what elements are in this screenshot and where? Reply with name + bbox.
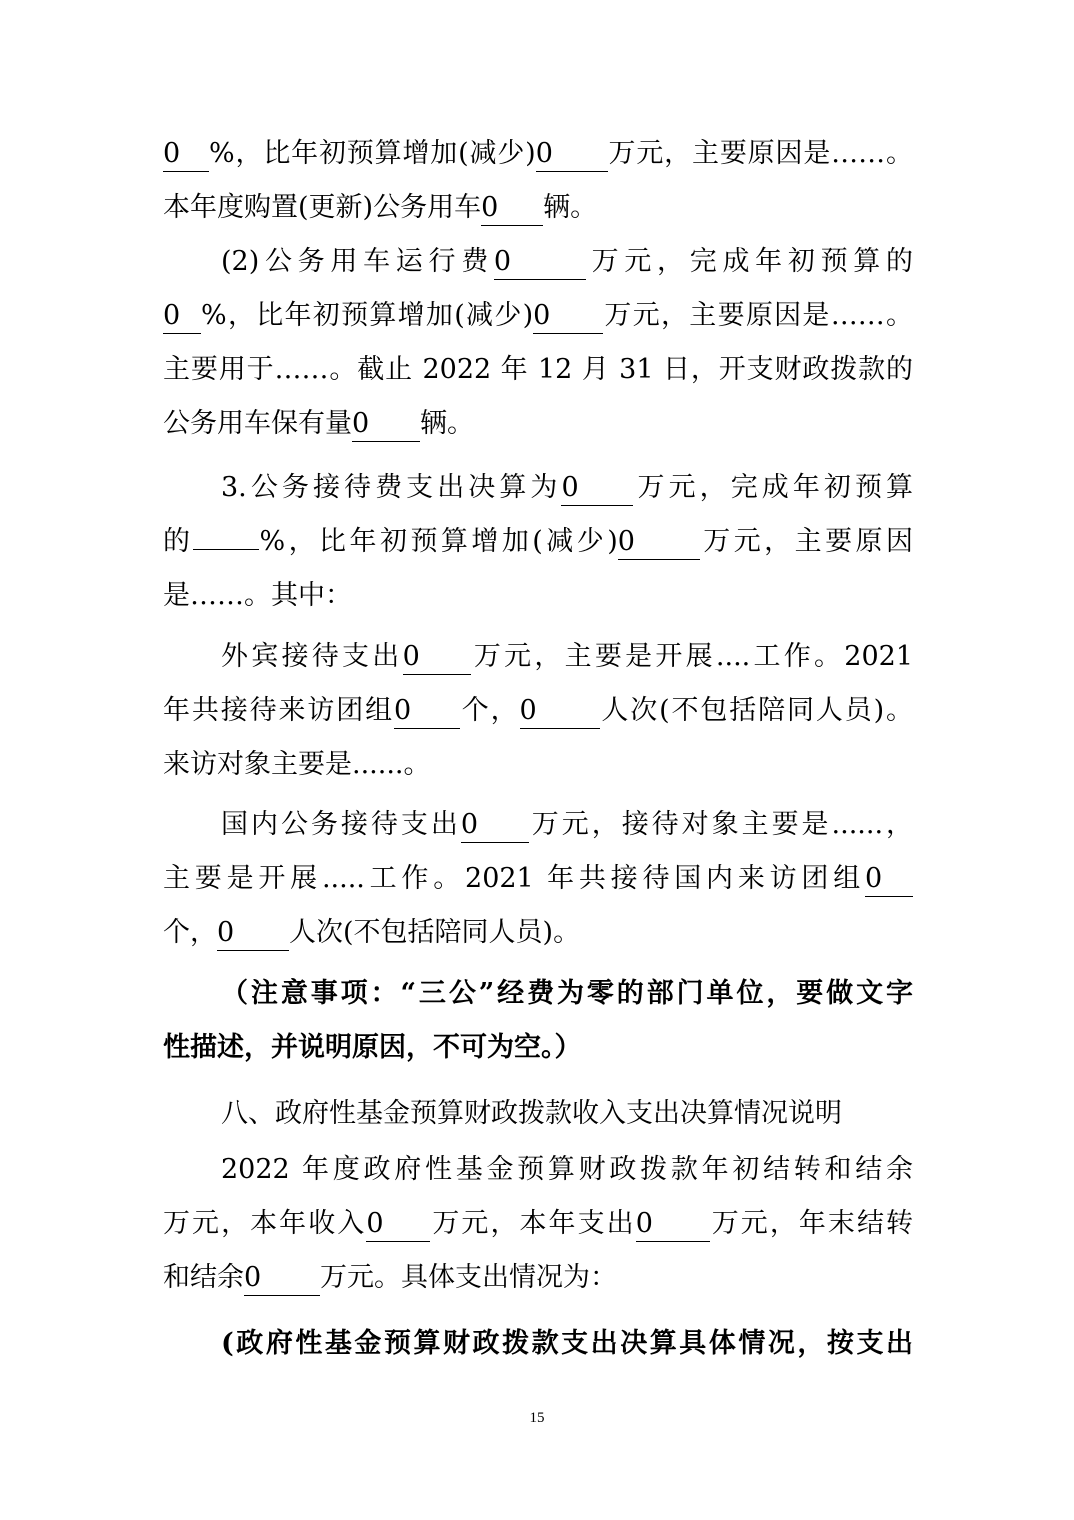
fill-in-blank: 0 [536, 137, 608, 172]
text-line [163, 637, 913, 677]
text-line [163, 576, 913, 616]
text-line [163, 745, 913, 785]
text-segment: 八、政府性基金预算财政拨款收入支出决算情况说明 [221, 1098, 842, 1129]
fill-in-blank: 0 [461, 808, 529, 843]
text-segment: 主要是开展.....工作。2021 年共接待国内来访团组 [163, 863, 865, 894]
text-segment: 性描述，并说明原因，不可为空。） [163, 1032, 582, 1063]
text-line [163, 913, 913, 953]
fill-in-blank: 0 [366, 1207, 430, 1242]
text-segment: 万元，本年支出 [430, 1208, 636, 1239]
text-segment: 来访对象主要是......。 [163, 749, 431, 780]
text-line [163, 350, 913, 390]
text-line [163, 1028, 913, 1068]
text-line [163, 468, 913, 508]
text-line [163, 805, 913, 845]
text-line [163, 691, 913, 731]
text-segment: 万元，主要原因 [699, 526, 914, 557]
text-line [163, 188, 913, 228]
text-segment: 万元，主要是开展....工作。2021 [470, 641, 914, 672]
text-segment: 公务用车保有量 [163, 408, 352, 439]
text-segment: 万元，接待对象主要是......， [528, 809, 914, 840]
text-line [163, 1094, 913, 1134]
fill-in-blank: 0 [561, 471, 633, 506]
text-segment: 个， [459, 695, 520, 726]
text-line [163, 859, 913, 899]
fill-in-blank: 0 [494, 245, 586, 280]
fill-in-blank: 0 [520, 694, 600, 729]
text-line [163, 242, 913, 282]
text-segment: 年共接待来访团组 [163, 695, 394, 726]
text-line [163, 1150, 913, 1190]
text-line [163, 1324, 913, 1364]
text-line [163, 404, 913, 444]
page-number: 15 [529, 1410, 545, 1426]
text-segment: 万元，本年收入 [163, 1208, 367, 1239]
text-line [163, 974, 913, 1014]
fill-in-blank: 0 [244, 1261, 320, 1296]
fill-in-blank: 0 [618, 525, 700, 560]
text-line [163, 522, 913, 562]
text-line [163, 134, 913, 174]
text-segment: 万元。具体支出情况为： [320, 1262, 617, 1293]
text-segment: 国内公务接待支出 [221, 809, 461, 840]
fill-in-blank [193, 549, 259, 550]
text-segment: %，比年初预算增加(减少) [259, 526, 618, 557]
text-segment: 2022 年度政府性基金预算财政拨款年初结转和结余 [221, 1154, 913, 1185]
text-segment: (政府性基金预算财政拨款支出决算具体情况，按支出 [221, 1328, 913, 1359]
text-segment: 人次(不包括陪同人员)。 [599, 695, 914, 726]
text-segment: 外宾接待支出 [221, 641, 403, 672]
text-segment: 万元，主要原因是……。 [607, 138, 913, 169]
text-segment: 辆。 [420, 408, 474, 439]
text-segment: 万元，年末结转 [709, 1208, 914, 1239]
text-segment: （注意事项：“三公”经费为零的部门单位，要做文字 [221, 978, 913, 1009]
text-line [163, 1204, 913, 1244]
text-line [163, 296, 913, 336]
text-segment: 辆。 [543, 192, 598, 223]
text-segment: 万元，主要原因是……。 [603, 300, 913, 331]
text-segment: 和结余 [163, 1262, 244, 1293]
fill-in-blank: 0 [394, 694, 460, 729]
fill-in-blank: 0 [481, 191, 543, 226]
text-segment: 本年度购置(更新)公务用车 [163, 192, 482, 223]
text-segment: %，比年初预算增加(减少) [201, 300, 534, 331]
text-segment: 万元，完成年初预算的 [585, 246, 914, 277]
fill-in-blank: 0 [533, 299, 603, 334]
text-segment: %，比年初预算增加(减少) [209, 138, 536, 169]
fill-in-blank: 0 [163, 137, 209, 172]
text-segment: 的 [163, 526, 194, 557]
fill-in-blank: 0 [865, 862, 913, 897]
text-segment: 个， [163, 917, 217, 948]
fill-in-blank: 0 [352, 407, 420, 442]
text-segment: 是……。其中： [163, 580, 352, 611]
text-segment: 主要用于……。截止 2022 年 12 月 31 日，开支财政拨款的 [163, 354, 913, 385]
fill-in-blank: 0 [636, 1207, 710, 1242]
text-segment: 3.公务接待费支出决算为 [221, 472, 562, 503]
text-line [163, 1258, 913, 1298]
text-segment: (2)公务用车运行费 [221, 246, 494, 277]
fill-in-blank: 0 [163, 299, 201, 334]
fill-in-blank: 0 [217, 916, 289, 951]
fill-in-blank: 0 [403, 640, 471, 675]
text-segment: 万元，完成年初预算 [633, 472, 914, 503]
text-segment: 人次(不包括陪同人员)。 [289, 917, 581, 948]
